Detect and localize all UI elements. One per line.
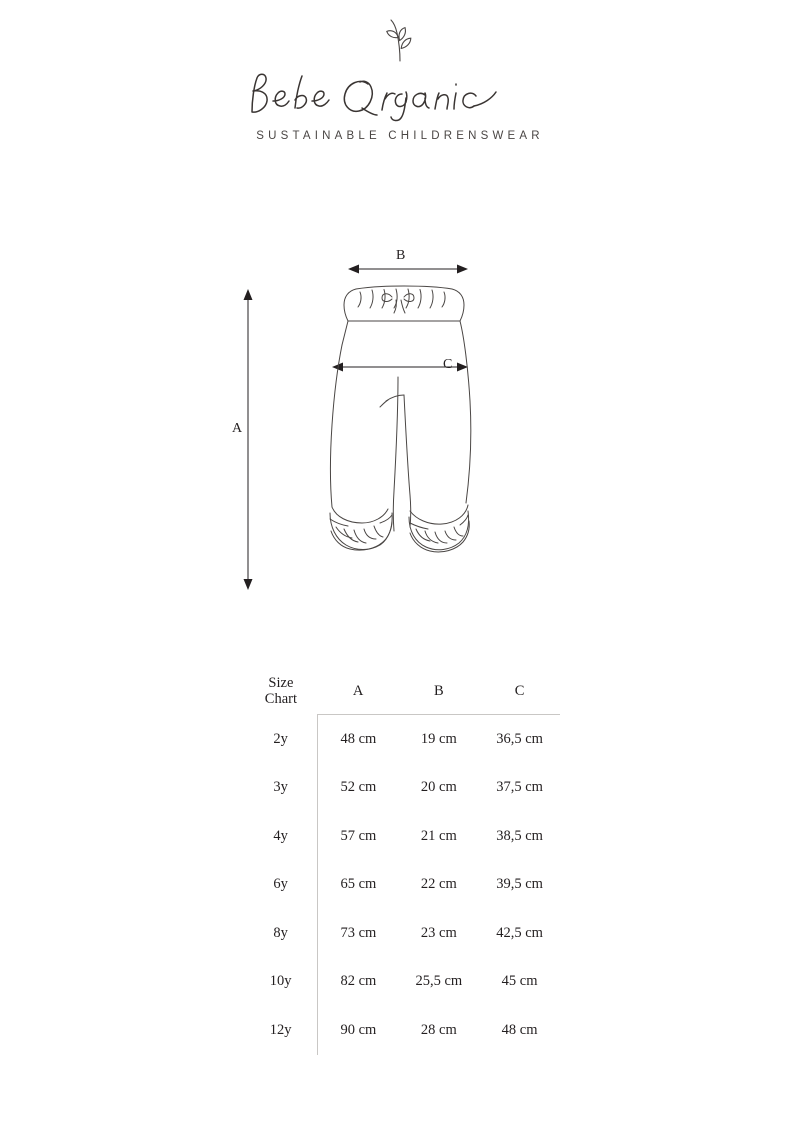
row-value-c: 42,5 cm bbox=[496, 924, 543, 941]
row-value-a: 48 cm bbox=[340, 730, 377, 747]
brand-header bbox=[0, 18, 800, 142]
row-value-c: 45 cm bbox=[501, 973, 538, 990]
garment-illustration bbox=[190, 245, 620, 615]
row-value-a: 57 cm bbox=[340, 827, 377, 844]
row-value-a: 82 cm bbox=[340, 973, 377, 990]
row-value-b: 23 cm bbox=[420, 924, 457, 941]
table-row bbox=[250, 715, 560, 764]
dimension-label-a: A bbox=[232, 421, 243, 436]
row-value-c: 39,5 cm bbox=[496, 876, 543, 893]
row-size-label: 12y bbox=[250, 1006, 318, 1055]
row-size-label: 6y bbox=[250, 861, 318, 910]
size-chart-title-line1: Size bbox=[268, 674, 294, 691]
row-value-c: 38,5 cm bbox=[496, 827, 543, 844]
table-header-row bbox=[250, 668, 560, 715]
column-header-c: C bbox=[479, 668, 560, 715]
row-size-label: 3y bbox=[250, 764, 318, 813]
row-size-label: 2y bbox=[250, 715, 318, 764]
dimension-label-b: B bbox=[396, 248, 406, 263]
row-value-b: 21 cm bbox=[420, 827, 457, 844]
row-value-a: 65 cm bbox=[340, 876, 377, 893]
table-row bbox=[250, 861, 560, 910]
row-value-a: 73 cm bbox=[340, 924, 377, 941]
table-row bbox=[250, 909, 560, 958]
column-header-b: B bbox=[398, 668, 479, 715]
brand-tagline: SUSTAINABLE CHILDRENSWEAR bbox=[256, 130, 544, 142]
row-value-b: 25,5 cm bbox=[415, 973, 463, 990]
table-row bbox=[250, 958, 560, 1007]
row-value-b: 22 cm bbox=[420, 876, 457, 893]
dimension-label-c: C bbox=[443, 357, 453, 372]
row-size-label: 4y bbox=[250, 812, 318, 861]
leaf-sprig-icon bbox=[0, 18, 800, 62]
size-chart-table bbox=[250, 668, 560, 1055]
size-chart-title bbox=[250, 668, 318, 715]
row-value-a: 52 cm bbox=[340, 779, 377, 796]
size-chart-title-line2: Chart bbox=[264, 691, 298, 708]
column-header-a: A bbox=[318, 668, 399, 715]
brand-wordmark bbox=[0, 68, 800, 120]
row-value-b: 28 cm bbox=[420, 1021, 457, 1038]
row-value-c: 48 cm bbox=[501, 1021, 538, 1038]
table-row bbox=[250, 1006, 560, 1055]
row-value-c: 37,5 cm bbox=[496, 779, 543, 796]
row-size-label: 10y bbox=[250, 958, 318, 1007]
row-size-label: 8y bbox=[250, 909, 318, 958]
table-row bbox=[250, 812, 560, 861]
table-row bbox=[250, 764, 560, 813]
row-value-b: 20 cm bbox=[420, 779, 457, 796]
size-chart bbox=[250, 668, 560, 1055]
row-value-c: 36,5 cm bbox=[496, 730, 543, 747]
row-value-a: 90 cm bbox=[340, 1021, 377, 1038]
row-value-b: 19 cm bbox=[420, 730, 457, 747]
